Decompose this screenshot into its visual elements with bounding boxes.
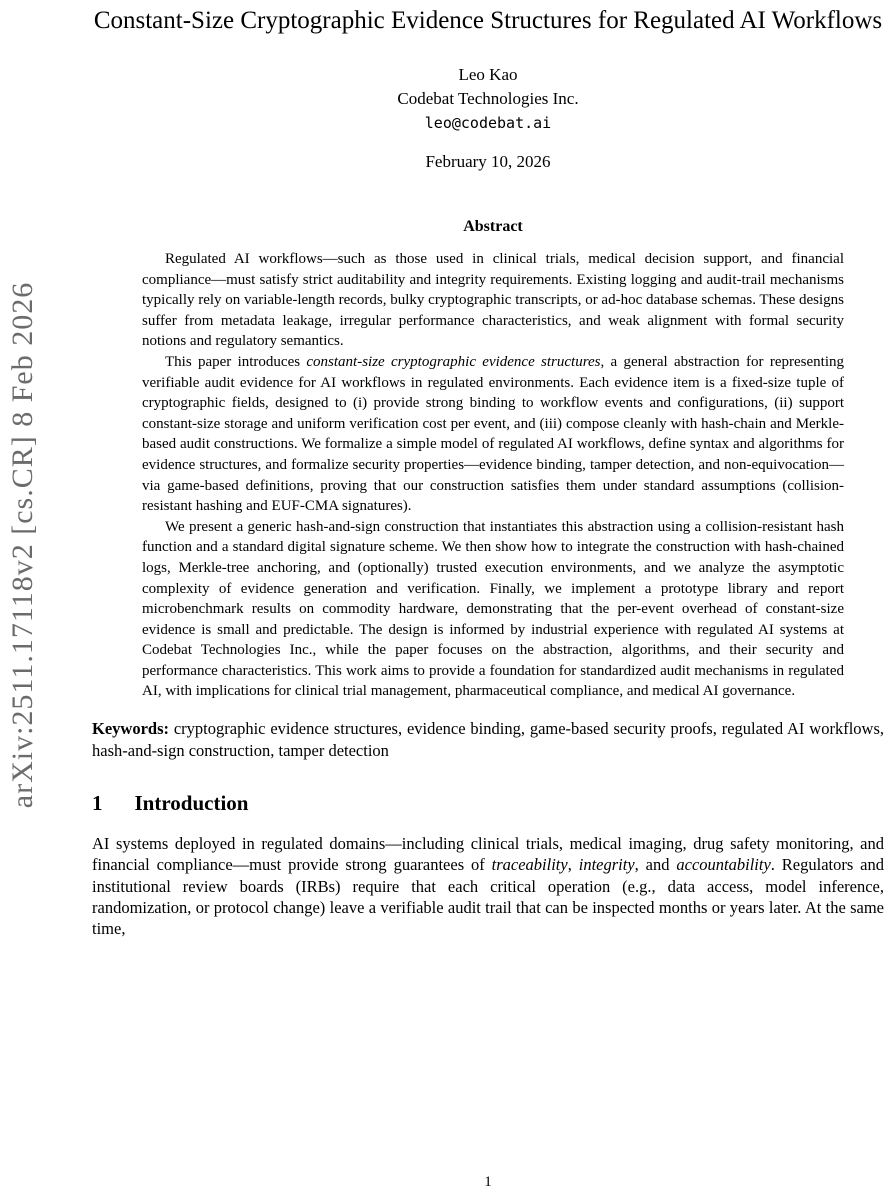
introduction-paragraph <box>92 833 884 939</box>
keywords-list: cryptographic evidence structures, evidence binding, game-based security proofs, regulated AI workflows, hash-and-sign construction, tamper detection <box>92 719 884 760</box>
paper-date: February 10, 2026 <box>425 152 551 171</box>
section-number: 1 <box>92 791 103 816</box>
abstract-paragraph-3: We present a generic hash-and-sign construction that instantiates this abstraction using a collision-resistant hash function and a standard digital signature scheme. We then show how to integrate the construction with hash-chained logs, Merkle-tree anchoring, and (optionally) trusted execution environments, and we analyze the asymptotic complexity of evidence generation and verification. Finally, we implement a prototype library and report microbenchmark results on commodity hardware, demonstrating that the per-event overhead of constant-size evidence is small and predictable. The design is informed by industrial experience with regulated AI systems at Codebat Technologies Inc., while the paper focuses on the abstraction, algorithms, and their security and performance characteristics. This work aims to provide a foundation for standardized audit mechanisms in regulated AI, with implications for clinical trial management, pharmaceutical compliance, and medical AI governance. <box>142 518 844 700</box>
keywords-block <box>92 718 884 761</box>
arxiv-watermark: arXiv:2511.17118v2 [cs.CR] 8 Feb 2026 <box>6 281 39 809</box>
intro-text: , and <box>634 855 677 875</box>
intro-text: AI systems deployed in regulated domains—including clinical trials, medical imaging, drug safety monitoring, and financial compliance—must provide strong guarantees of <box>92 834 884 875</box>
abstract-paragraph-2 <box>142 352 844 517</box>
abstract-section <box>142 218 844 702</box>
section-heading-introduction <box>92 791 884 816</box>
abstract-p2-text: , a general abstraction for representing verifiable audit evidence for AI workflows in regulated environments. Each evidence item is a fixed-size tuple of cryptographic fields, designed to (i) provide strong binding to workflow events and configurations, (ii) support constant-size storage and uniform verification cost per event, and (iii) compose cleanly with hash-chain and Merkle-based audit constructions. We formalize a simple model of regulated AI workflows, define syntax and algorithms for evidence structures, and formalize security properties—evidence binding, tamper detection, and non-equivocation—via game-based definitions, proving that our construction satisfies them under standard assumptions (collision-resistant hashing and EUF-CMA signatures). <box>142 353 844 515</box>
section-title: Introduction <box>134 791 249 816</box>
author-affiliation: Codebat Technologies Inc. <box>397 89 579 108</box>
abstract-heading: Abstract <box>463 218 523 235</box>
paper-content <box>92 0 884 940</box>
page-number: 1 <box>484 1174 492 1190</box>
intro-text: , <box>567 855 579 875</box>
author-name: Leo Kao <box>458 65 518 84</box>
abstract-p2-text: This paper introduces <box>165 353 307 370</box>
paper-title: Constant-Size Cryptographic Evidence Structures for Regulated AI Workflows <box>93 7 883 34</box>
intro-emphasis-traceability: traceability <box>491 855 568 875</box>
intro-emphasis-accountability: accountability <box>676 855 771 875</box>
abstract-p2-emphasis: constant-size cryptographic evidence structures <box>306 353 601 370</box>
intro-emphasis-integrity: integrity <box>578 855 635 875</box>
author-email: leo@codebat.ai <box>424 114 552 132</box>
intro-text: . Regulators and institutional review boards (IRBs) require that each critical operation (e.g., data access, model inference, randomization, or protocol change) leave a verifiable audit trail that can be inspected months or years later. At the same time, <box>92 855 884 939</box>
abstract-paragraph-1: Regulated AI workflows—such as those used in clinical trials, medical decision support, and financial compliance—must satisfy strict auditability and integrity requirements. Existing logging and audit-trail mechanisms typically rely on variable-length records, bulky cryptographic transcripts, or ad-hoc database schemas. These designs suffer from metadata leakage, irregular performance characteristics, and weak alignment with formal security notions and regulatory semantics. <box>142 251 844 350</box>
author-block <box>92 63 884 135</box>
keywords-label: Keywords: <box>92 719 169 739</box>
